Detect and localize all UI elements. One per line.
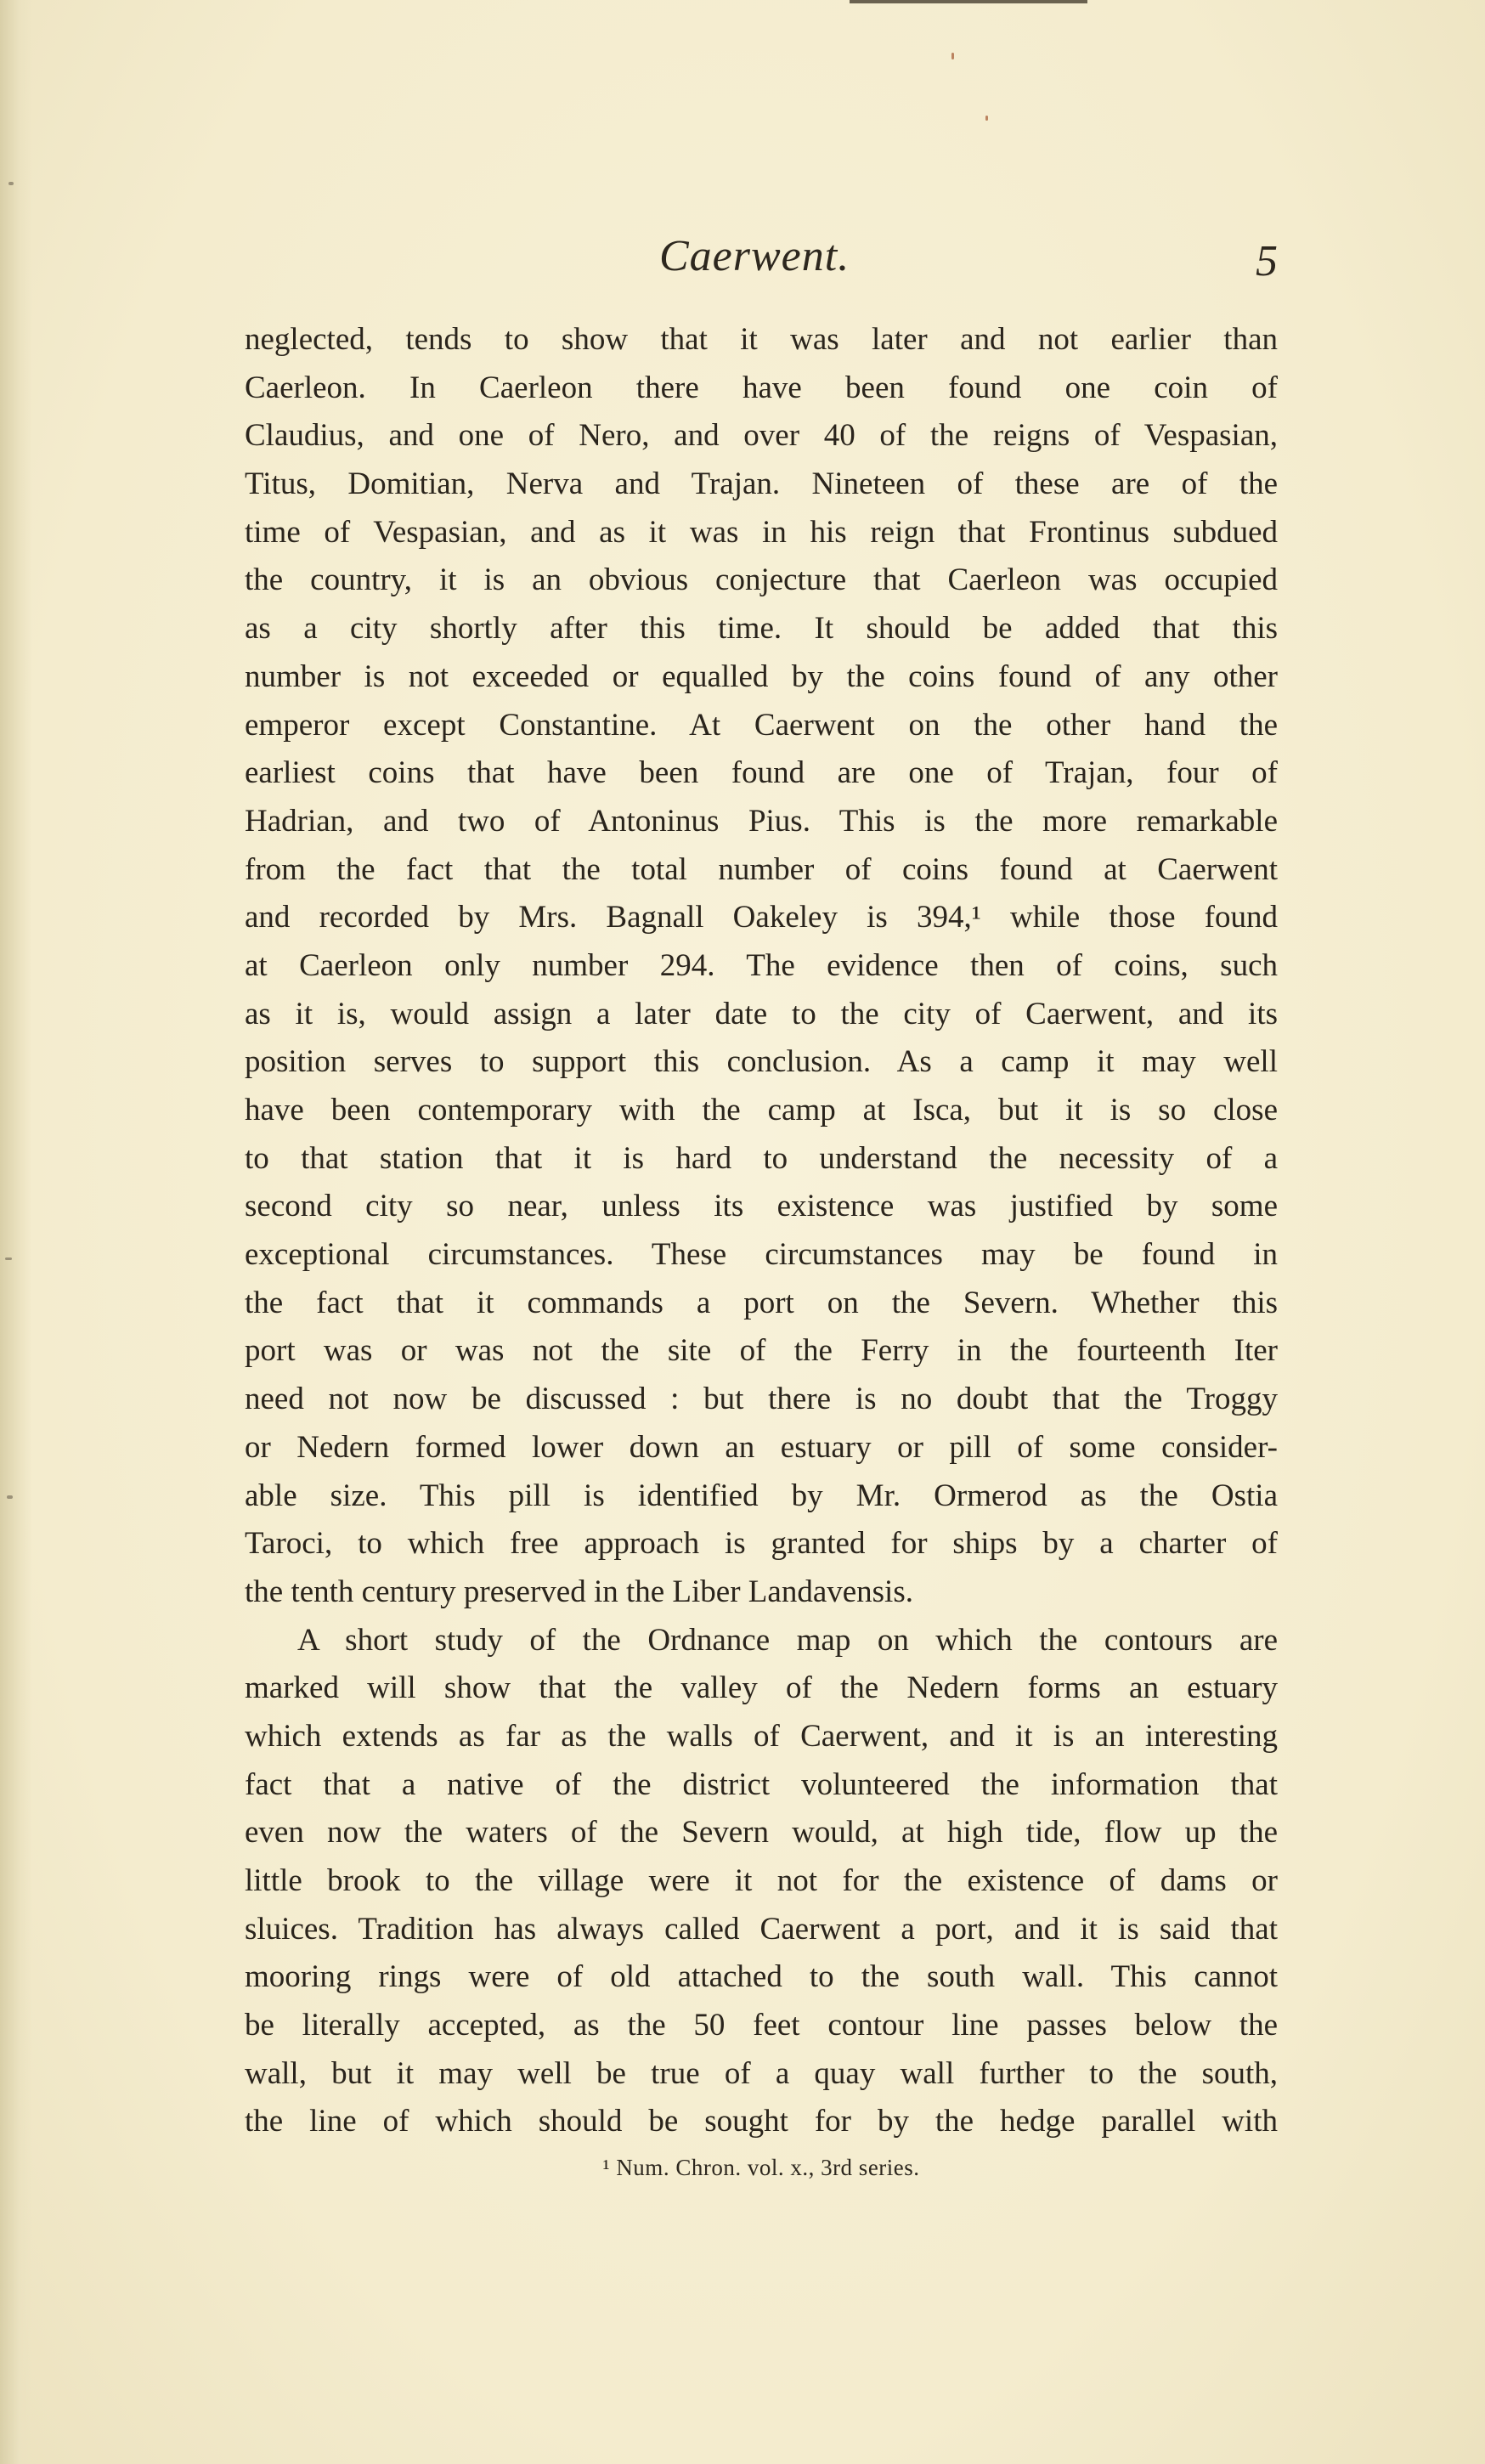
binding-gutter-shadow xyxy=(0,0,32,2464)
paragraph-end-line: the tenth century preserved in the Liber Landavensis. xyxy=(245,1574,913,1609)
text-line: neglected, tends to show that it was later and not earlier than xyxy=(245,322,1278,357)
page-top-edge xyxy=(850,0,1087,3)
margin-speck xyxy=(7,1495,13,1499)
text-line: even now the waters of the Severn would, at high tide, flow up the xyxy=(245,1815,1278,1851)
body-text xyxy=(245,316,1278,2146)
text-line: the line of which should be sought for by the hedge parallel with xyxy=(245,2104,1278,2139)
text-line: Hadrian, and two of Antoninus Pius. This is the more remarkable xyxy=(245,803,1278,839)
text-line: exceptional circumstances. These circumstances may be found in xyxy=(245,1237,1278,1273)
text-line: Caerleon. In Caerleon there have been found one coin of xyxy=(245,370,1278,405)
text-line: and recorded by Mrs. Bagnall Oakeley is 394,¹ while those found xyxy=(245,900,1278,935)
text-line: from the fact that the total number of coins found at Caerwent xyxy=(245,851,1278,887)
text-line: Taroci, to which free approach is granted for ships by a charter of xyxy=(245,1526,1278,1562)
page-number: 5 xyxy=(1256,237,1278,285)
text-line: as it is, would assign a later date to the city of Caerwent, and its xyxy=(245,996,1278,1031)
text-line: earliest coins that have been found are one of Trajan, four of xyxy=(245,755,1278,791)
text-line: time of Vespasian, and as it was in his reign that Frontinus subdued xyxy=(245,514,1278,550)
text-line: number is not exceeded or equalled by the coins found of any other xyxy=(245,658,1278,694)
paragraph-start-line: A short study of the Ordnance map on which the contours are xyxy=(297,1622,1278,1658)
text-line: need not now be discussed : but there is no doubt that the Troggy xyxy=(245,1382,1278,1417)
text-line: second city so near, unless its existence was justified by some xyxy=(245,1189,1278,1224)
text-line: fact that a native of the district volunteered the information that xyxy=(245,1766,1278,1802)
text-line: Titus, Domitian, Nerva and Trajan. Nineteen of these are of the xyxy=(245,466,1278,502)
text-line: emperor except Constantine. At Caerwent on the other hand the xyxy=(245,707,1278,743)
text-line: the country, it is an obvious conjecture that Caerleon was occupied xyxy=(245,562,1278,598)
text-line: little brook to the village were it not for the existence of dams or xyxy=(245,1863,1278,1898)
text-line: or Nedern formed lower down an estuary or pill of some consider- xyxy=(245,1429,1278,1465)
margin-speck xyxy=(5,1257,12,1260)
text-line: marked will show that the valley of the Nedern forms an estuary xyxy=(245,1670,1278,1706)
text-line: to that station that it is hard to understand the necessity of a xyxy=(245,1140,1278,1176)
running-title: Caerwent. xyxy=(659,232,850,280)
margin-speck xyxy=(8,182,14,185)
text-line: have been contemporary with the camp at Isca, but it is so close xyxy=(245,1093,1278,1127)
text-line: sluices. Tradition has always called Caerwent a port, and it is said that xyxy=(245,1911,1278,1947)
footnote: ¹ Num. Chron. vol. x., 3rd series. xyxy=(602,2155,920,2180)
text-line: Claudius, and one of Nero, and over 40 of the reigns of Vespasian, xyxy=(245,418,1278,454)
text-line: the fact that it commands a port on the Severn. Whether this xyxy=(245,1285,1278,1320)
text-line: at Caerleon only number 294. The evidence then of coins, such xyxy=(245,947,1278,983)
text-line: mooring rings were of old attached to the south wall. This cannot xyxy=(245,1959,1278,1995)
text-line: position serves to support this conclusion. As a camp it may well xyxy=(245,1044,1278,1080)
text-line: which extends as far as the walls of Caerwent, and it is an interesting xyxy=(245,1718,1278,1754)
text-line: port was or was not the site of the Ferry in the fourteenth Iter xyxy=(245,1333,1278,1369)
page-speck xyxy=(985,116,988,121)
text-line: be literally accepted, as the 50 feet contour line passes below the xyxy=(245,2008,1278,2043)
text-line: as a city shortly after this time. It should be added that this xyxy=(245,611,1278,647)
page-speck xyxy=(951,53,954,59)
text-line: able size. This pill is identified by Mr. Ormerod as the Ostia xyxy=(245,1478,1278,1513)
text-line: wall, but it may well be true of a quay wall further to the south, xyxy=(245,2055,1278,2091)
page-header xyxy=(245,231,1278,299)
